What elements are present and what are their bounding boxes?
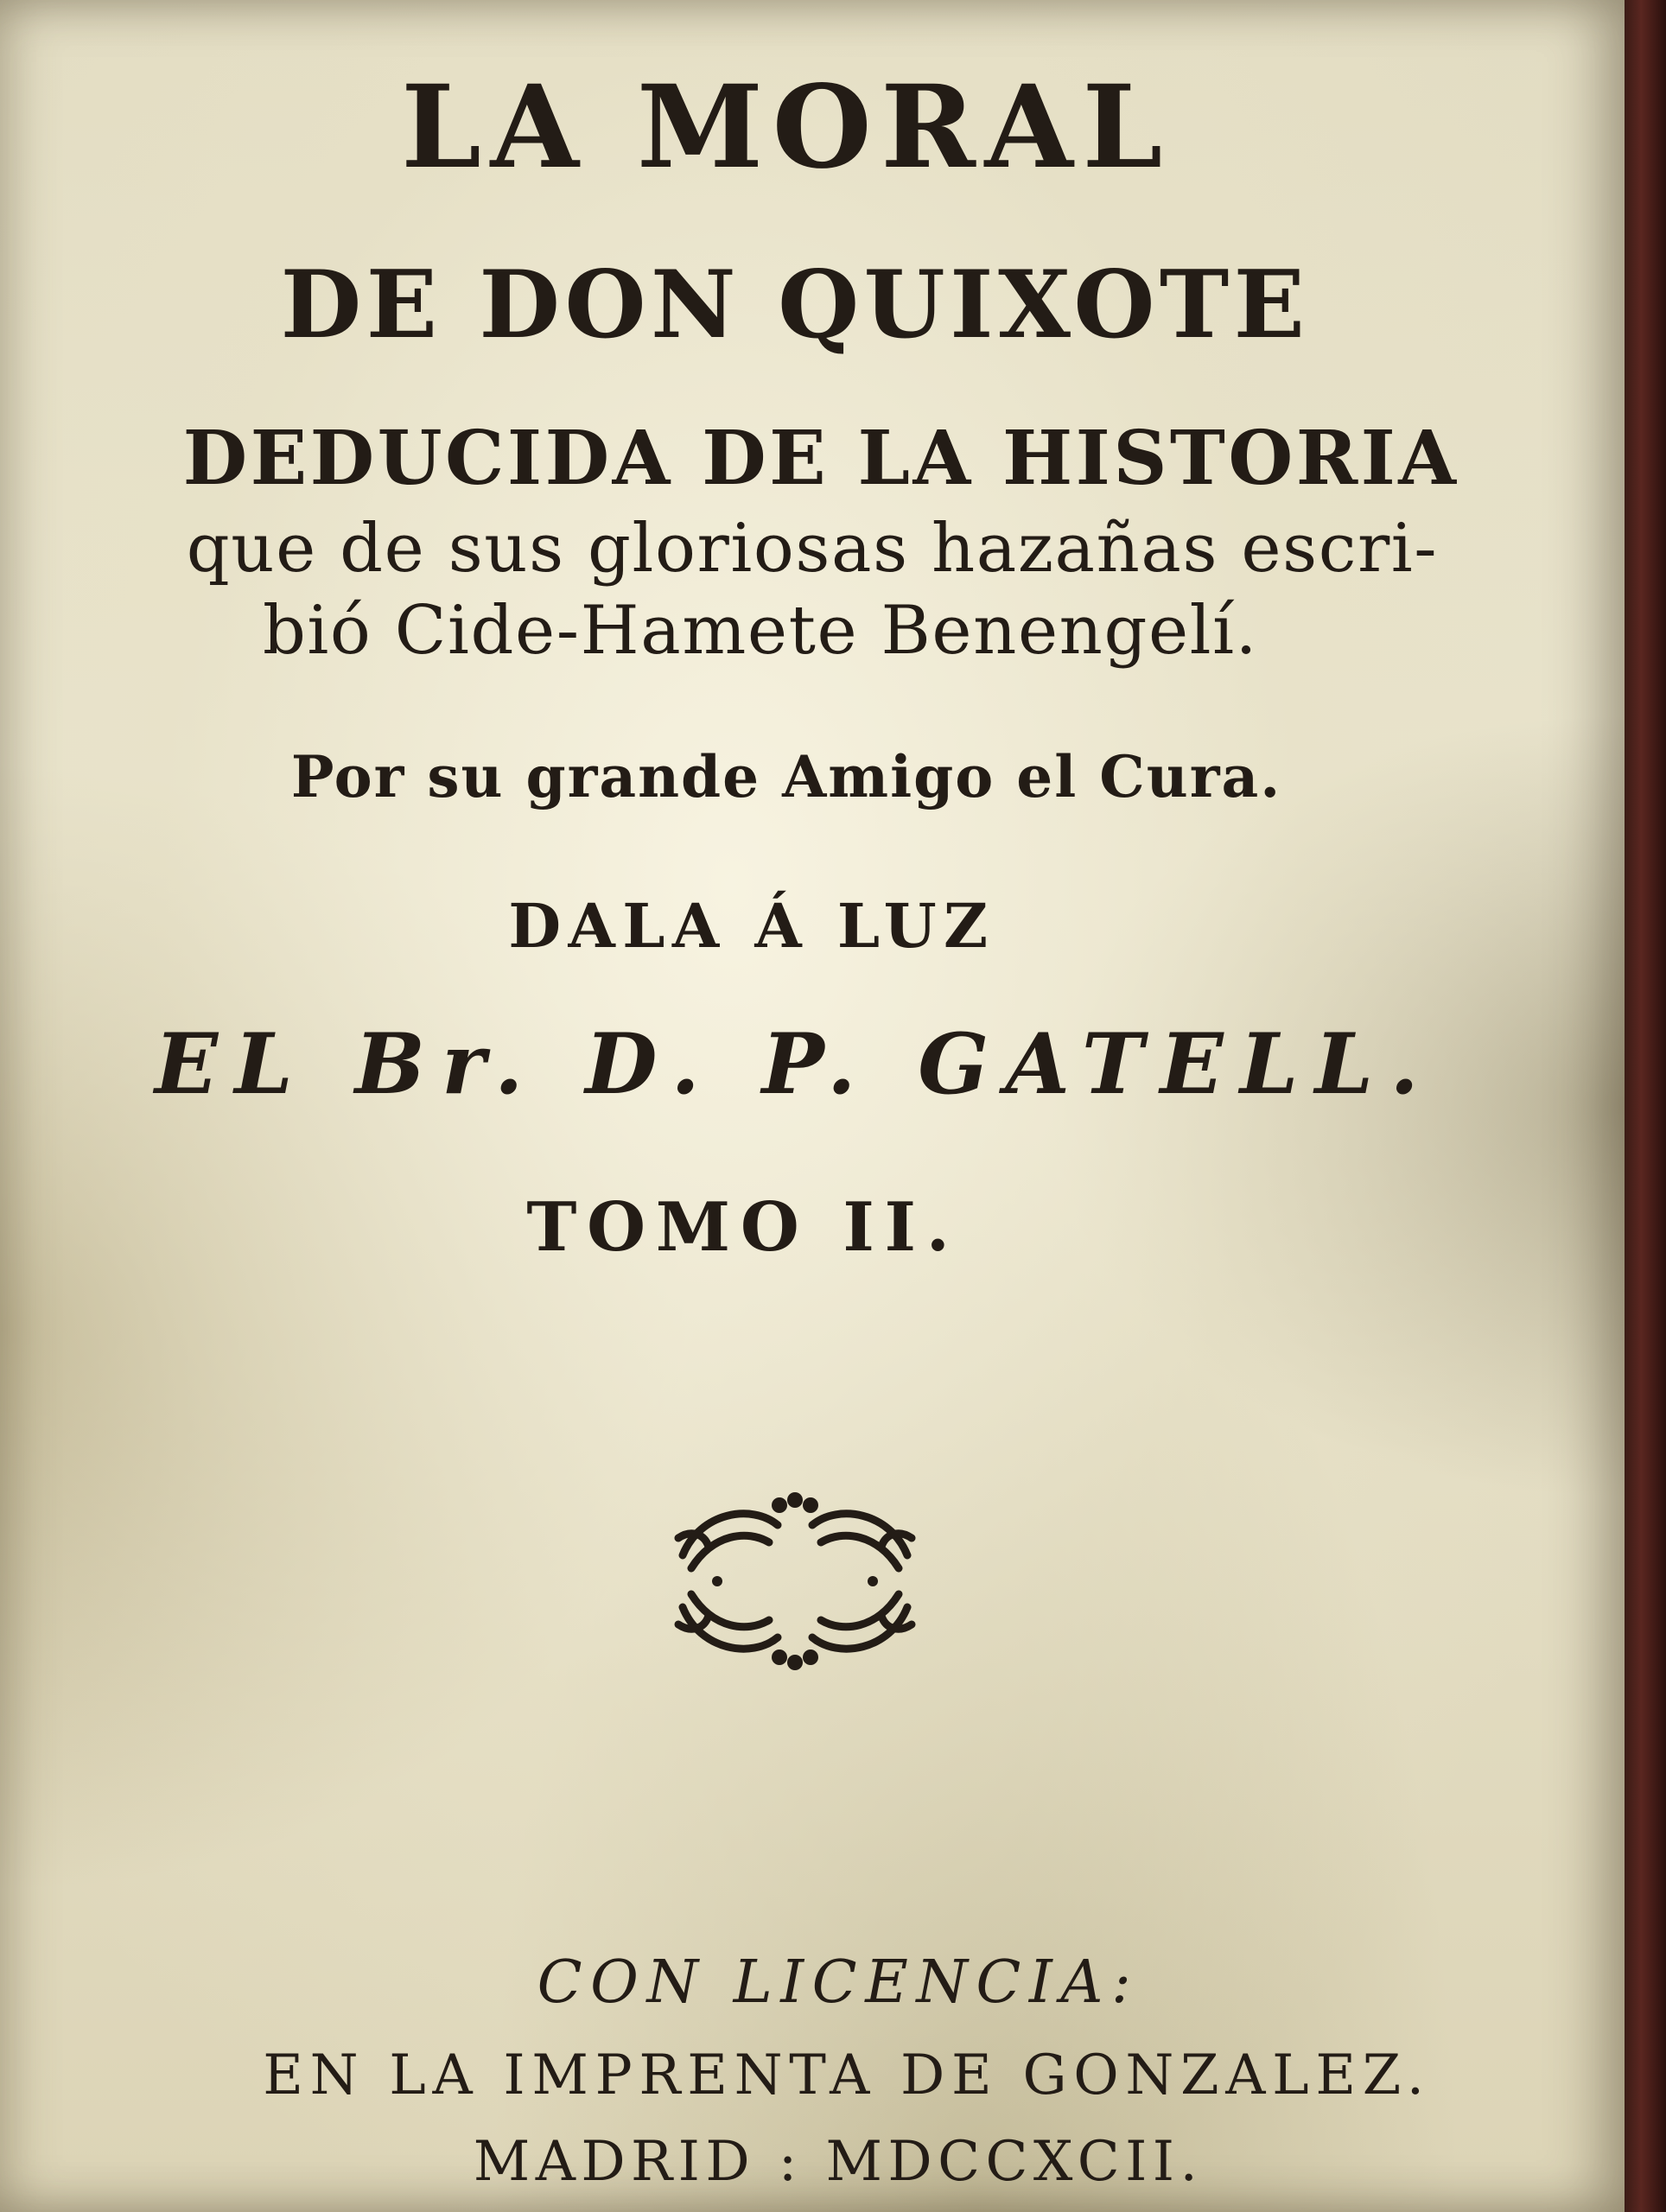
subtitle-line-4: bió Cide-Hamete Benengelí. bbox=[262, 592, 1259, 670]
author-line: Por su grande Amigo el Cura. bbox=[290, 743, 1282, 810]
volume-label: TOMO II. bbox=[526, 1188, 960, 1267]
imprint-license: CON LICENCIA: bbox=[537, 1948, 1140, 2017]
editor-name: EL Br. D. P. GATELL. bbox=[155, 1015, 1435, 1113]
printers-ornament-icon bbox=[665, 1486, 925, 1676]
publisher-intro: DALA Á LUZ bbox=[508, 890, 995, 962]
imprint-press: EN LA IMPRENTA DE GONZALEZ. bbox=[263, 2044, 1431, 2107]
book-binding-edge bbox=[1625, 0, 1666, 2212]
subtitle-line-1: DE DON QUIXOTE bbox=[280, 251, 1310, 359]
imprint-place-date: MADRID : MDCCXCII. bbox=[473, 2130, 1204, 2194]
subtitle-line-2: DEDUCIDA DE LA HISTORIA bbox=[182, 415, 1459, 502]
subtitle-line-3: que de sus gloriosas hazañas escri- bbox=[186, 510, 1439, 588]
page-title: LA MORAL bbox=[401, 60, 1172, 194]
